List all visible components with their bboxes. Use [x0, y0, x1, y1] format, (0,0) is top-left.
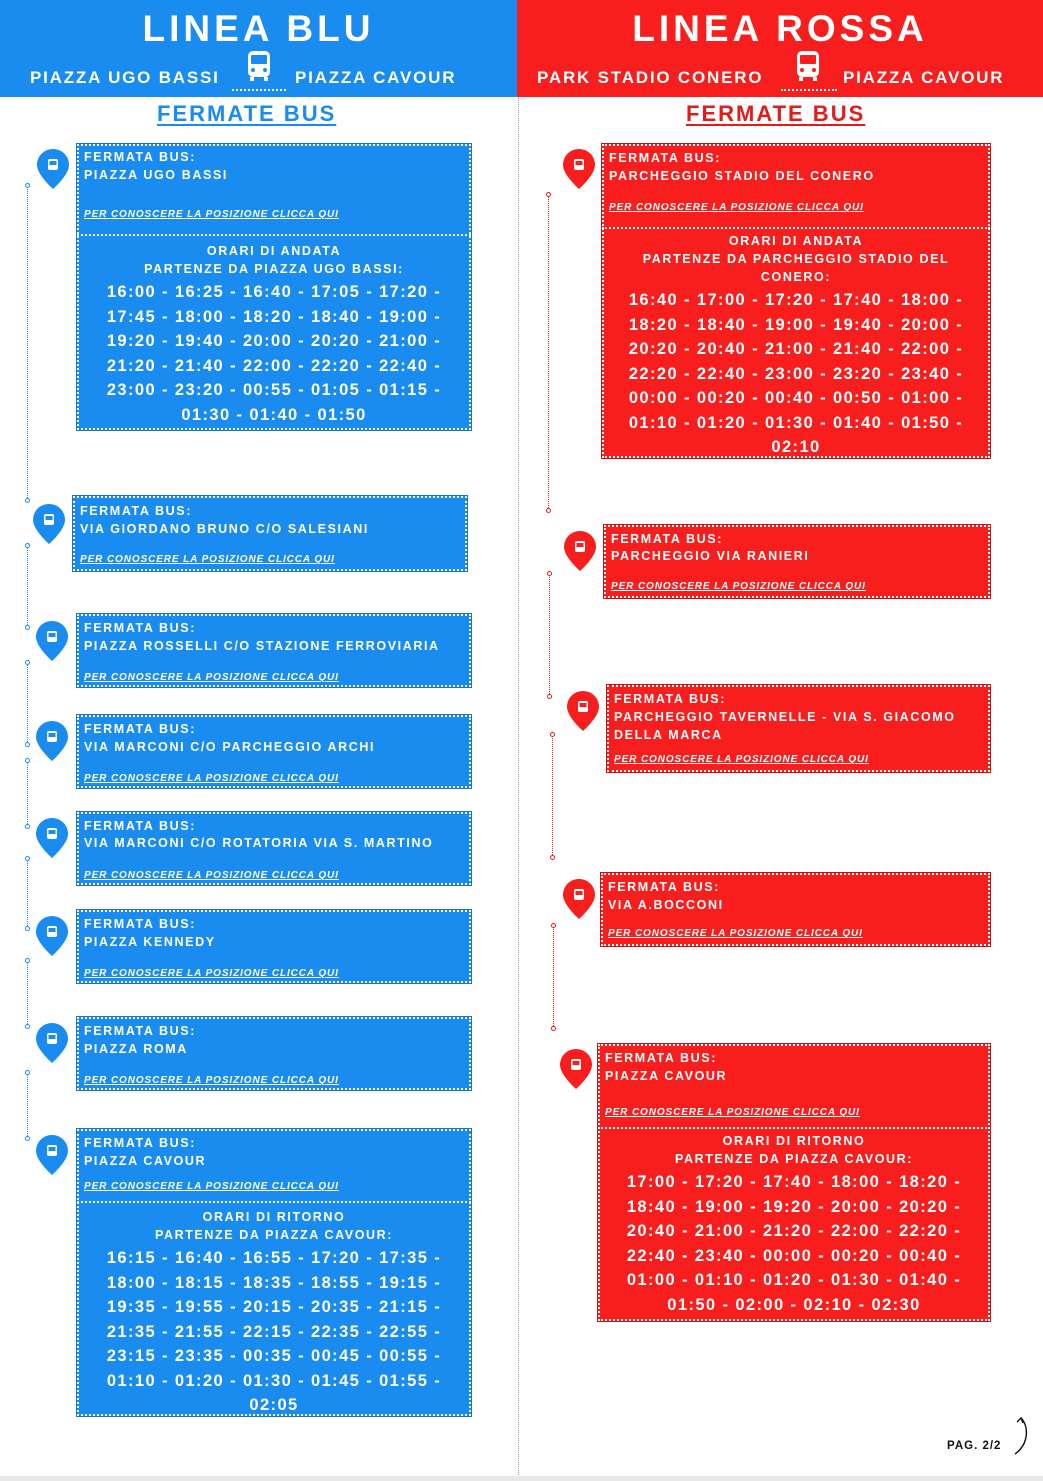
schedule-heading: ORARI DI RITORNO [202, 1210, 346, 1224]
stop-label: FERMATA BUS: [608, 880, 721, 894]
stop-name: VIA GIORDANO BRUNO C/O SALESIANI [80, 522, 369, 536]
map-pin-bus-icon [562, 878, 596, 920]
schedule-times: 16:15 - 16:40 - 16:55 - 17:20 - 17:35 - 18:00 - 18:15 - 18:35 - 18:55 - 19:15 - 19:35 - 19:55 - 20:15 - 20:35 - 21:15 - 21:35 - 21:55 - 22:15 - 22:35 - 22:55 - 23:15 - 23:35 - 00:35 - 00:45 - 00:55 - 01:10 - 01:20 - 01:30 - 01:45 - 01:55 - 02:05 [106, 1249, 442, 1414]
stop-name: PIAZZA CAVOUR [605, 1069, 728, 1083]
stop-location-link[interactable]: PER CONOSCERE LA POSIZIONE CLICCA QUI [608, 928, 863, 939]
route-dot [25, 1070, 30, 1075]
route-line [548, 195, 549, 510]
stop-name: VIA A.BOCCONI [608, 898, 724, 912]
stop-card-blu-1 [77, 144, 471, 430]
schedule-ritorno-rossa [600, 1127, 988, 1317]
route-dot [25, 742, 30, 747]
schedule-times: 17:00 - 17:20 - 17:40 - 18:00 - 18:20 - 18:40 - 19:00 - 19:20 - 20:00 - 20:20 - 20:40 - 21:00 - 21:20 - 22:00 - 22:20 - 22:40 - 23:40 - 00:00 - 00:20 - 00:40 - 01:00 - 01:10 - 01:20 - 01:30 - 01:40 - 01:50 - 02:00 - 02:10 - 02:30 [626, 1173, 962, 1314]
schedule-ritorno-blu [79, 1201, 469, 1418]
route-line [27, 1072, 28, 1138]
double-arrow-icon [781, 89, 837, 91]
stop-label: FERMATA BUS: [84, 621, 197, 635]
stop-name: VIA MARCONI C/O ROTATORIA VIA S. MARTINO [84, 836, 434, 850]
header-linea-rossa [517, 0, 1043, 97]
map-pin-bus-icon [35, 620, 69, 662]
route-dot [546, 508, 551, 513]
stop-location-link[interactable]: PER CONOSCERE LA POSIZIONE CLICCA QUI [84, 773, 339, 784]
stop-label: FERMATA BUS: [84, 1136, 197, 1150]
schedule-subheading: PARTENZE DA PIAZZA CAVOUR: [674, 1152, 914, 1166]
double-arrow-icon [232, 89, 286, 91]
line-title-blu: LINEA BLU [142, 8, 375, 49]
stop-location-link[interactable]: PER CONOSCERE LA POSIZIONE CLICCA QUI [80, 554, 335, 565]
map-pin-bus-icon [562, 148, 596, 190]
stop-name: PARCHEGGIO STADIO DEL CONERO [609, 169, 875, 183]
map-pin-bus-icon [35, 1134, 69, 1176]
schedule-andata-rossa [604, 227, 988, 460]
stop-name: PIAZZA CAVOUR [84, 1154, 207, 1168]
route-dot [25, 1136, 30, 1141]
stop-card-rossa-5 [598, 1044, 990, 1321]
schedule-heading: ORARI DI RITORNO [722, 1134, 866, 1148]
schedule-heading: ORARI DI ANDATA [206, 244, 342, 258]
route-dot [25, 660, 30, 665]
stop-name: PARCHEGGIO VIA RANIERI [611, 549, 810, 563]
stop-name: PIAZZA ROMA [84, 1042, 188, 1056]
stop-label: FERMATA BUS: [80, 504, 193, 518]
stop-label: FERMATA BUS: [84, 917, 197, 931]
map-pin-bus-icon [35, 1022, 69, 1064]
stop-card-rossa-1 [602, 144, 990, 458]
stop-location-link[interactable]: PER CONOSCERE LA POSIZIONE CLICCA QUI [84, 672, 339, 683]
stop-label: FERMATA BUS: [84, 819, 197, 833]
map-pin-bus-icon [35, 720, 69, 762]
page-bottom-edge [0, 1476, 1043, 1481]
stop-label: FERMATA BUS: [611, 532, 724, 546]
stop-label: FERMATA BUS: [609, 151, 722, 165]
stop-card-rossa-3 [607, 685, 990, 772]
route-dot [551, 1026, 556, 1031]
schedule-subheading: PARTENZE DA PARCHEGGIO STADIO DEL CONERO: [642, 252, 950, 284]
route-dot [25, 856, 30, 861]
route-line [553, 926, 554, 1028]
stop-location-link[interactable]: PER CONOSCERE LA POSIZIONE CLICCA QUI [84, 870, 339, 881]
column-divider [518, 97, 519, 1481]
route-dot [25, 543, 30, 548]
stop-label: FERMATA BUS: [614, 692, 727, 706]
stop-label: FERMATA BUS: [605, 1051, 718, 1065]
route-line [27, 960, 28, 1026]
schedule-subheading: PARTENZE DA PIAZZA UGO BASSI: [144, 262, 404, 276]
route-line [27, 760, 28, 826]
page-number: PAG. 2/2 [947, 1440, 1002, 1452]
map-pin-bus-icon [566, 690, 600, 732]
route-dot [25, 824, 30, 829]
header-linea-blu [0, 0, 517, 97]
section-title-blu: FERMATE BUS [157, 101, 337, 126]
schedule-times: 16:40 - 17:00 - 17:20 - 17:40 - 18:00 - 18:20 - 18:40 - 19:00 - 19:40 - 20:00 - 20:20 - 20:40 - 21:00 - 21:40 - 22:00 - 22:20 - 22:40 - 23:00 - 23:20 - 23:40 - 00:00 - 00:20 - 00:40 - 00:50 - 01:00 - 01:10 - 01:20 - 01:30 - 01:40 - 01:50 - 02:10 [628, 291, 964, 456]
stop-card-blu-6 [77, 910, 471, 983]
map-pin-bus-icon [35, 817, 69, 859]
schedule-heading: ORARI DI ANDATA [728, 234, 864, 248]
route-dot [25, 183, 30, 188]
stop-card-blu-8 [77, 1129, 471, 1416]
stop-card-rossa-4 [601, 873, 990, 946]
schedule-subheading: PARTENZE DA PIAZZA CAVOUR: [154, 1228, 394, 1242]
stop-name: VIA MARCONI C/O PARCHEGGIO ARCHI [84, 740, 376, 754]
stop-label: FERMATA BUS: [84, 150, 197, 164]
route-dot [25, 926, 30, 931]
map-pin-bus-icon [36, 148, 70, 190]
map-pin-bus-icon [35, 915, 69, 957]
route-dot [550, 855, 555, 860]
route-from-rossa: PARK STADIO CONERO [537, 68, 764, 87]
stop-name: PARCHEGGIO TAVERNELLE - VIA S. GIACOMO DELLA MARCA [614, 710, 956, 742]
stop-label: FERMATA BUS: [84, 1024, 197, 1038]
route-dot [547, 694, 552, 699]
section-title-rossa: FERMATE BUS [686, 101, 866, 126]
stop-card-blu-3 [77, 614, 471, 687]
route-line [27, 186, 28, 500]
page-curl-icon [1013, 1416, 1031, 1456]
stop-location-link[interactable]: PER CONOSCERE LA POSIZIONE CLICCA QUI [611, 581, 866, 592]
stop-label: FERMATA BUS: [84, 722, 197, 736]
bus-icon [245, 50, 273, 84]
route-dot [25, 958, 30, 963]
stop-card-blu-2 [73, 496, 467, 571]
stop-card-blu-5 [77, 812, 471, 885]
stop-card-blu-7 [77, 1017, 471, 1090]
map-pin-bus-icon [559, 1048, 593, 1090]
stop-location-link[interactable]: PER CONOSCERE LA POSIZIONE CLICCA QUI [84, 1181, 339, 1192]
route-dot [546, 192, 551, 197]
stop-card-rossa-2 [604, 525, 990, 598]
stop-location-link[interactable]: PER CONOSCERE LA POSIZIONE CLICCA QUI [84, 968, 339, 979]
route-dot [547, 571, 552, 576]
stop-location-link[interactable]: PER CONOSCERE LA POSIZIONE CLICCA QUI [605, 1107, 860, 1118]
stop-name: PIAZZA KENNEDY [84, 935, 216, 949]
route-line [549, 574, 550, 696]
bus-icon [794, 50, 822, 84]
stop-location-link[interactable]: PER CONOSCERE LA POSIZIONE CLICCA QUI [84, 1075, 339, 1086]
stop-location-link[interactable]: PER CONOSCERE LA POSIZIONE CLICCA QUI [609, 202, 864, 213]
route-line [27, 858, 28, 928]
stop-name: PIAZZA ROSSELLI C/O STAZIONE FERROVIARIA [84, 639, 440, 653]
schedule-andata-blu [79, 234, 469, 427]
line-title-rossa: LINEA ROSSA [632, 8, 928, 49]
route-line [27, 662, 28, 744]
map-pin-bus-icon [32, 503, 66, 545]
route-dot [551, 923, 556, 928]
route-to-blu: PIAZZA CAVOUR [295, 68, 457, 87]
route-dot [25, 498, 30, 503]
route-line [552, 735, 553, 857]
route-dot [25, 758, 30, 763]
route-from-blu: PIAZZA UGO BASSI [30, 68, 220, 87]
route-to-rossa: PIAZZA CAVOUR [843, 68, 1005, 87]
schedule-times: 16:00 - 16:25 - 16:40 - 17:05 - 17:20 - 17:45 - 18:00 - 18:20 - 18:40 - 19:00 - 19:20 - 19:40 - 20:00 - 20:20 - 21:00 - 21:20 - 21:40 - 22:00 - 22:20 - 22:40 - 23:00 - 23:20 - 00:55 - 01:05 - 01:15 - 01:30 - 01:40 - 01:50 [106, 283, 442, 424]
stop-name: PIAZZA UGO BASSI [84, 168, 228, 182]
route-dot [25, 1024, 30, 1029]
route-line [27, 545, 28, 627]
stop-location-link[interactable]: PER CONOSCERE LA POSIZIONE CLICCA QUI [84, 209, 339, 220]
map-pin-bus-icon [563, 530, 597, 572]
stop-card-blu-4 [77, 715, 471, 788]
stop-location-link[interactable]: PER CONOSCERE LA POSIZIONE CLICCA QUI [614, 754, 869, 765]
route-dot [25, 625, 30, 630]
route-dot [550, 732, 555, 737]
